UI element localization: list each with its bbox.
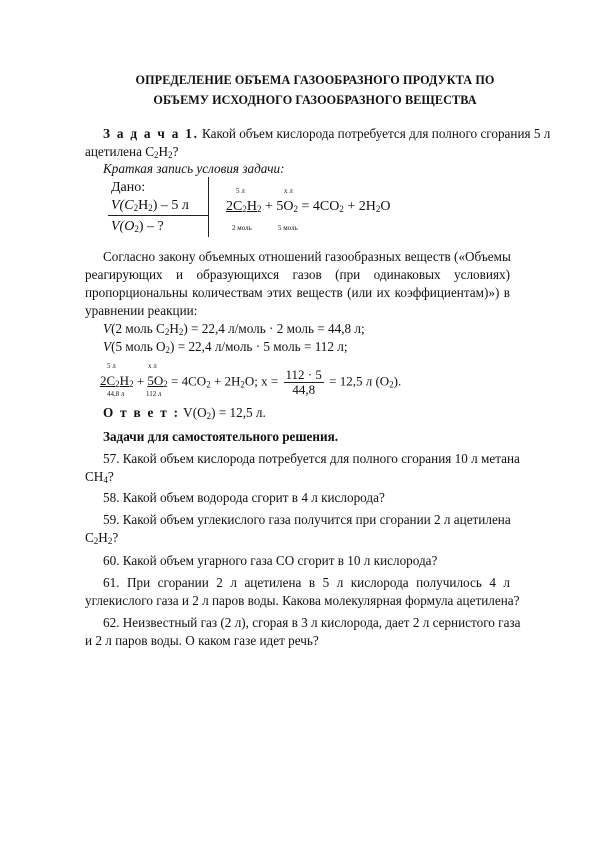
- given-equation: $2C_2H_2 + 5O_2 = 4CO_2 + 2H_2O$: [226, 199, 391, 214]
- rxn-result-end: ).: [393, 373, 402, 389]
- eq-h2o: + 2H: [343, 199, 376, 214]
- v1-mid: H: [169, 321, 179, 336]
- subscript: 2: [389, 379, 394, 390]
- answer-line: [103, 404, 266, 421]
- problem-57-line-2: [85, 468, 114, 485]
- volume-o2: [103, 338, 348, 355]
- given-find-value: ) – ?: [138, 219, 164, 234]
- p59-end: ?: [112, 530, 119, 545]
- subscript: 2: [240, 379, 245, 390]
- title-line-1: ОПРЕДЕЛЕНИЕ ОБЪЕМА ГАЗООБРАЗНОГО ПРОДУКТА ПО: [135, 73, 495, 87]
- v-symbol: V: [103, 321, 112, 336]
- given-known: [111, 198, 189, 214]
- problem-59-line-2: $C_2H_2$?: [85, 530, 119, 546]
- subscript: 2: [339, 204, 344, 214]
- task-text-2-end: ?: [172, 144, 179, 159]
- task-1-line-2: ацетилена $C_2H_2$?: [85, 144, 179, 160]
- rxn-top-xl: х л: [148, 362, 157, 370]
- rxn-result: = 12,5 л (O: [325, 373, 390, 389]
- eq-o: O: [380, 199, 391, 214]
- eq-o2: + 5O: [261, 199, 294, 214]
- v2-post: ) = 22,4 л/моль · 5 моль = 112 л;: [170, 339, 348, 354]
- rxn-plus: +: [133, 373, 148, 389]
- problem-61-line-1: 61. При сгорании 2 л ацетилена в 5 л кислорода получилось 4 л: [103, 575, 510, 590]
- p57-formula: CH: [85, 469, 104, 484]
- given-find: [111, 219, 164, 235]
- given-top-5l: 5 л: [236, 187, 245, 195]
- problem-59-line-1: 59. Какой объем углекислого газа получится при сгорании 2 л ацетилена: [103, 512, 511, 527]
- task-1-line-1: [103, 125, 550, 142]
- rxn-bot-112: 112 л: [146, 390, 162, 398]
- given-find-v: V(O: [111, 219, 135, 234]
- problem-62-line-2: и 2 л паров воды. О каком газе идет речь?: [85, 633, 319, 648]
- rxn-co2: = 4CO: [167, 373, 207, 389]
- v2-pre: (5 моль O: [111, 339, 166, 354]
- rxn-o2: 5O: [147, 373, 164, 389]
- given-known-h: H: [138, 198, 149, 213]
- answer-text: V(O: [179, 405, 207, 420]
- short-record-heading: Краткая запись условия задачи:: [103, 161, 285, 176]
- task-text-1: Какой объем кислорода потребуется для полного сгорания 5 л: [198, 126, 551, 141]
- given-known-value: ) – 5 л: [152, 198, 189, 213]
- rxn-fraction: [284, 368, 324, 397]
- given-bot-2mol: 2 моль: [232, 224, 252, 232]
- subscript: 2: [134, 224, 139, 234]
- explanation-line-4: уравнении реакции:: [85, 303, 198, 318]
- subscript: 2: [133, 203, 139, 213]
- p59-formula: C: [85, 530, 94, 545]
- subscript: 2: [107, 536, 113, 546]
- eq-co2: = 4CO: [297, 199, 340, 214]
- subscript: 2: [165, 345, 171, 355]
- v-symbol: V: [103, 339, 112, 354]
- rxn-h2o: + 2H: [210, 373, 241, 389]
- rxn-x: O; x =: [244, 373, 282, 389]
- title-line-2: ОБЪЕМУ ИСХОДНОГО ГАЗООБРАЗНОГО ВЕЩЕСТВА: [153, 93, 477, 107]
- v1-pre: (2 моль C: [111, 321, 165, 336]
- task-label: З а д а ч а 1.: [103, 126, 199, 141]
- subscript: 2: [129, 379, 134, 390]
- reaction-equation: $2C_2H_2 + 5O_2 = 4CO_2 + 2H_2O$; x = $\frac{112 \cdot 5}{44,8}$ = 12,5 л $(O_2)$.: [100, 367, 402, 397]
- subscript: 2: [178, 327, 184, 337]
- task-text-2: ацетилена C: [85, 144, 155, 159]
- problem-58: 58. Какой объем водорода сгорит в 4 л кислорода?: [103, 490, 385, 505]
- problem-61-line-2: углекислого газа и 2 л паров воды. Какова молекулярная формула ацетилена?: [85, 593, 520, 608]
- given-known-v: V(C: [111, 198, 134, 213]
- explanation-line-3: пропорциональны количествам этих веществ (или их коэффициентам)») в: [85, 285, 510, 300]
- subscript: 2: [256, 204, 262, 214]
- fraction-denominator: 44,8: [292, 382, 316, 397]
- subscript: 2: [154, 150, 159, 160]
- rxn-bot-448: 44,8 л: [107, 390, 125, 398]
- subscript: 2: [93, 536, 99, 546]
- explanation-line-2: реагирующих и образующихся газов (при одинаковых условиях): [85, 267, 510, 282]
- given-label: Дано:: [111, 180, 146, 195]
- given-top-xl: х л: [284, 187, 293, 195]
- subscript: 2: [168, 150, 173, 160]
- subscript: 2: [206, 379, 211, 390]
- answer-label: О т в е т :: [103, 405, 180, 420]
- v1-post: ) = 22,4 л/моль · 2 моль = 44,8 л;: [183, 321, 365, 336]
- volume-c2h2: [103, 320, 365, 337]
- p57-end: ?: [107, 469, 114, 484]
- subscript: 2: [164, 327, 170, 337]
- answer-value: ) = 12,5 л.: [211, 405, 266, 420]
- eq-lhs: 2C: [226, 199, 243, 214]
- fraction-numerator: 112 · 5: [285, 367, 322, 382]
- subscript: 2: [148, 203, 153, 213]
- problem-60: 60. Какой объем угарного газа СО сгорит в 10 л кислорода?: [103, 553, 438, 568]
- given-divider-horizontal: [108, 215, 208, 216]
- subscript: 2: [375, 204, 381, 214]
- given-block: [108, 177, 428, 237]
- subscript: 2: [115, 379, 120, 390]
- subscript: 2: [242, 204, 247, 214]
- problem-57-line-1: 57. Какой объем кислорода потребуется для полного сгорания 10 л метана: [103, 451, 520, 466]
- subscript: 2: [206, 411, 212, 421]
- subscript: 2: [163, 379, 168, 390]
- subscript: 4: [103, 475, 108, 485]
- rxn-top-5l: 5 л: [107, 362, 116, 370]
- problem-62-line-1: 62. Неизвестный газ (2 л), сгорая в 3 л кислорода, дает 2 л сернистого газа: [103, 615, 521, 630]
- given-divider-vertical: [208, 177, 209, 237]
- given-bot-5mol: 5 моль: [278, 224, 298, 232]
- explanation-line-1: Согласно закону объемных отношений газообразных веществ («Объемы: [103, 249, 511, 264]
- subscript: 2: [293, 204, 298, 214]
- self-study-heading: Задачи для самостоятельного решения.: [103, 429, 339, 444]
- rxn-lhs: 2C: [100, 373, 116, 389]
